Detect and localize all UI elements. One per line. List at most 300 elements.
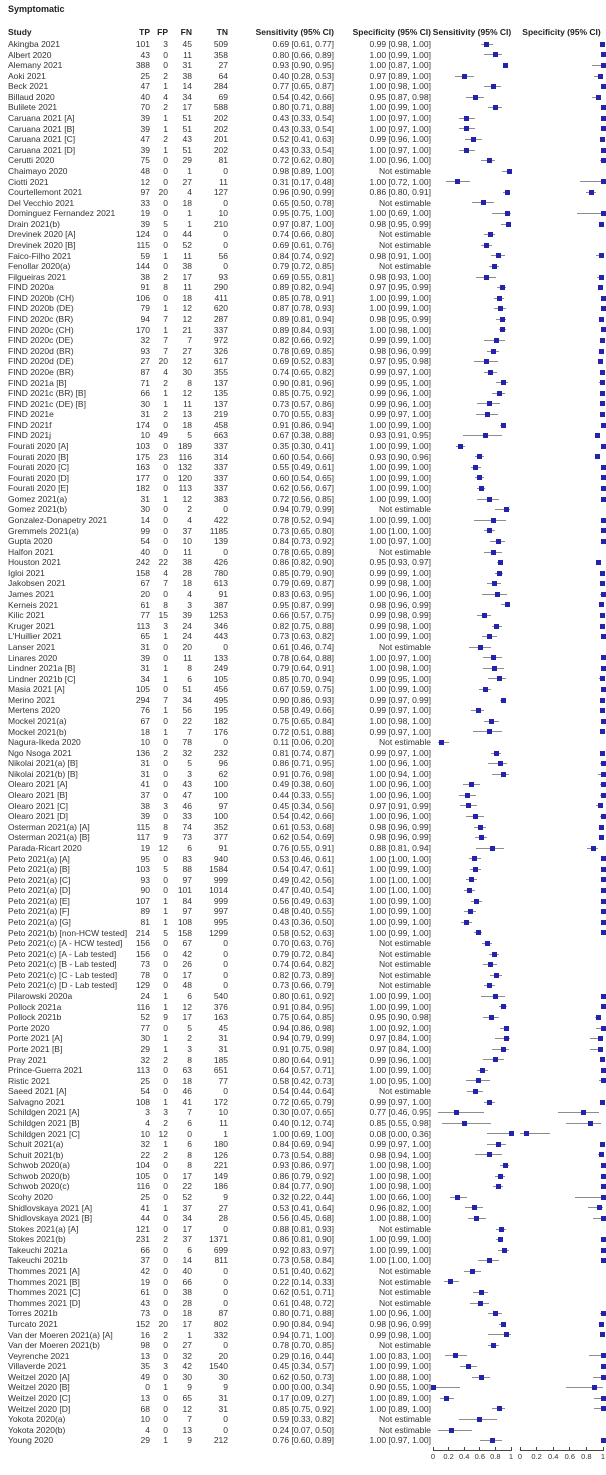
point-estimate-square: [502, 1248, 507, 1253]
tp-value: 73: [140, 1308, 150, 1319]
point-estimate-square: [466, 803, 471, 808]
sensitivity-plot-cell: [433, 177, 511, 188]
sensitivity-ci-text: 0.84 [0.73, 0.92]: [272, 536, 334, 547]
study-name: Pollock 2021b: [8, 1012, 62, 1023]
specificity-plot-cell: [520, 1097, 603, 1108]
study-row: [0, 39, 606, 50]
specificity-plot-cell: [520, 1213, 603, 1224]
sensitivity-ci-text: 0.76 [0.60, 0.89]: [272, 1435, 334, 1446]
study-name: Drevinek 2020 [A]: [8, 229, 76, 240]
fn-value: 0: [187, 1128, 192, 1139]
fp-value: 1: [163, 324, 168, 335]
sensitivity-ci-text: 0.00 [0.00, 0.34]: [272, 1382, 334, 1393]
point-estimate-square: [466, 1364, 471, 1369]
specificity-ci-text: 0.99 [0.95, 1.00]: [369, 377, 431, 388]
tp-value: 81: [140, 916, 150, 927]
study-row: [0, 504, 606, 515]
sensitivity-plot-cell: [433, 790, 511, 801]
study-name: Olearo 2021 [C]: [8, 800, 69, 811]
fn-value: 40: [182, 1266, 192, 1277]
point-estimate-square: [497, 1406, 502, 1411]
fn-value: 38: [182, 557, 192, 568]
tp-value: 79: [140, 303, 150, 314]
tn-value: 1: [223, 1128, 228, 1139]
tp-value: 48: [140, 165, 150, 176]
specificity-plot-cell: [520, 1107, 603, 1118]
fp-value: 0: [163, 768, 168, 779]
point-estimate-square: [601, 793, 606, 798]
ci-line: [577, 213, 603, 214]
tp-value: 31: [140, 758, 150, 769]
tn-value: 1253: [209, 610, 228, 621]
fp-value: 0: [163, 885, 168, 896]
fn-value: 5: [187, 758, 192, 769]
tn-value: 999: [213, 895, 228, 906]
fp-value: 0: [163, 1350, 168, 1361]
study-name: FIND 2021f: [8, 419, 52, 430]
specificity-plot-cell: [520, 198, 603, 209]
study-name: Peto 2021(a) [F]: [8, 906, 70, 917]
sensitivity-plot-cell: [433, 1181, 511, 1192]
study-name: FIND 2021c (DE) [B]: [8, 398, 86, 409]
tp-value: 116: [136, 1181, 150, 1192]
sensitivity-plot-cell: [433, 526, 511, 537]
fn-value: 46: [182, 1086, 192, 1097]
tn-value: 0: [223, 1287, 228, 1298]
point-estimate-square: [588, 1121, 593, 1126]
point-estimate-square: [581, 1110, 586, 1115]
tp-value: 177: [135, 472, 150, 483]
specificity-ci-text: 1.00 [1.00, 1.00]: [369, 1255, 431, 1266]
tp-value: 89: [140, 906, 150, 917]
specificity-plot-cell: [520, 346, 603, 357]
sensitivity-ci-text: 0.67 [0.38, 0.88]: [272, 430, 334, 441]
point-estimate-square: [601, 1184, 606, 1189]
fn-value: 27: [182, 176, 192, 187]
axis-tick: [511, 1447, 512, 1451]
tn-value: 0: [223, 1276, 228, 1287]
point-estimate-square: [601, 1004, 606, 1009]
tn-value: 31: [218, 1403, 228, 1414]
point-estimate-square: [491, 550, 496, 555]
fp-value: 0: [163, 462, 168, 473]
study-row: [0, 1234, 606, 1245]
study-name: FIND 2020d (BR): [8, 345, 74, 356]
sensitivity-plot-cell: [433, 822, 511, 833]
point-estimate-square: [509, 1131, 514, 1136]
specificity-plot-cell: [520, 452, 603, 463]
specificity-ci-text: 1.00 [0.98, 1.00]: [369, 81, 431, 92]
point-estimate-square: [598, 74, 603, 79]
specificity-plot-cell: [520, 92, 603, 103]
study-name: Caruana 2021 [D]: [8, 144, 76, 155]
sensitivity-plot-cell: [433, 494, 511, 505]
specificity-plot-cell: [520, 896, 603, 907]
point-estimate-square: [487, 1152, 492, 1157]
point-estimate-square: [494, 973, 499, 978]
specificity-plot-cell: [520, 229, 603, 240]
point-estimate-square: [504, 1036, 509, 1041]
fp-value: 1: [163, 1033, 168, 1044]
study-name: Fourati 2020 [D]: [8, 472, 69, 483]
ci-line: [566, 1387, 603, 1388]
tn-value: 346: [213, 620, 228, 631]
tn-value: 337: [213, 472, 228, 483]
fp-value: 20: [158, 187, 168, 198]
axis-tick-label: 0.2: [531, 1452, 542, 1461]
fn-value: 1: [187, 218, 192, 229]
study-row: [0, 1055, 606, 1066]
study-row: [0, 229, 606, 240]
point-estimate-square: [505, 190, 510, 195]
point-estimate-square: [601, 782, 606, 787]
point-estimate-square: [501, 698, 506, 703]
fn-value: 3: [187, 599, 192, 610]
point-estimate-square: [600, 1057, 605, 1062]
sensitivity-plot-cell: [433, 1435, 511, 1446]
point-estimate-square: [601, 465, 606, 470]
specificity-ci-text: 1.00 [0.99, 1.00]: [369, 303, 431, 314]
tp-value: 14: [140, 515, 150, 526]
sensitivity-ci-text: 0.89 [0.84, 0.93]: [272, 324, 334, 335]
sensitivity-plot-cell: [433, 1002, 511, 1013]
point-estimate-square: [487, 528, 492, 533]
fp-value: 0: [163, 1065, 168, 1076]
sensitivity-ci-text: 0.91 [0.86, 0.94]: [272, 419, 334, 430]
specificity-ci-text: 0.99 [0.96, 1.00]: [369, 134, 431, 145]
specificity-plot-cell: [520, 1002, 603, 1013]
fn-value: 42: [182, 948, 192, 959]
study-row: [0, 473, 606, 484]
sensitivity-plot-cell: [433, 155, 511, 166]
sensitivity-ci-text: 0.66 [0.57, 0.75]: [272, 610, 334, 621]
sensitivity-ci-text: 0.43 [0.33, 0.54]: [272, 113, 334, 124]
axis-tick-label: 0: [430, 1452, 436, 1461]
point-estimate-square: [600, 338, 605, 343]
study-name: Dominguez Fernandez 2021: [8, 208, 116, 219]
tn-value: 137: [213, 398, 228, 409]
study-name: FIND 2020c (DE): [8, 335, 74, 346]
point-estimate-square: [488, 370, 493, 375]
study-row: [0, 1044, 606, 1055]
tn-value: 202: [213, 144, 228, 155]
sensitivity-ci-text: 0.78 [0.70, 0.85]: [272, 1340, 334, 1351]
tp-value: 10: [140, 1128, 150, 1139]
study-name: Turcato 2021: [8, 1318, 58, 1329]
point-estimate-square: [498, 1174, 503, 1179]
study-name: Igloi 2021: [8, 567, 45, 578]
fn-value: 7: [187, 1414, 192, 1425]
point-estimate-square: [484, 275, 489, 280]
sensitivity-ci-text: 0.72 [0.56, 0.85]: [272, 493, 334, 504]
study-name: Van der Moeren 2021(b): [8, 1340, 100, 1351]
specificity-ci-text: Not estimable: [379, 229, 431, 240]
tn-value: 139: [213, 536, 228, 547]
point-estimate-square: [601, 687, 606, 692]
point-estimate-square: [601, 888, 606, 893]
point-estimate-square: [500, 317, 505, 322]
point-estimate-square: [601, 1396, 606, 1401]
sensitivity-plot-cell: [433, 124, 511, 135]
specificity-ci-text: Not estimable: [379, 1223, 431, 1234]
specificity-plot-cell: [520, 737, 603, 748]
fn-value: 13: [182, 409, 192, 420]
fn-value: 52: [182, 239, 192, 250]
fn-value: 3: [187, 1043, 192, 1054]
tp-value: 65: [140, 631, 150, 642]
fn-value: 38: [182, 70, 192, 81]
tp-value: 115: [136, 239, 150, 250]
point-estimate-square: [601, 1406, 606, 1411]
tn-value: 0: [223, 546, 228, 557]
sensitivity-plot-cell: [433, 547, 511, 558]
point-estimate-square: [600, 676, 605, 681]
specificity-ci-text: 0.97 [0.89, 1.00]: [369, 70, 431, 81]
tn-value: 780: [213, 567, 228, 578]
point-estimate-square: [493, 1057, 498, 1062]
study-row: [0, 240, 606, 251]
sensitivity-ci-text: 0.73 [0.63, 0.82]: [272, 631, 334, 642]
sensitivity-plot-cell: [433, 631, 511, 642]
specificity-ci-text: 1.00 [0.72, 1.00]: [369, 176, 431, 187]
fn-value: 8: [187, 663, 192, 674]
sensitivity-ci-text: 0.52 [0.41, 0.63]: [272, 134, 334, 145]
sensitivity-plot-cell: [433, 420, 511, 431]
sensitivity-plot-cell: [433, 1266, 511, 1277]
point-estimate-square: [503, 63, 508, 68]
specificity-ci-text: 1.00 [0.99, 1.00]: [369, 906, 431, 917]
tp-value: 71: [140, 377, 150, 388]
fn-value: 158: [177, 927, 192, 938]
fp-value: 0: [163, 197, 168, 208]
study-row: [0, 642, 606, 653]
study-name: Filgueiras 2021: [8, 271, 67, 282]
fp-value: 49: [158, 430, 168, 441]
point-estimate-square: [472, 1205, 477, 1210]
fn-value: 97: [182, 906, 192, 917]
fp-value: 0: [163, 1086, 168, 1097]
point-estimate-square: [483, 687, 488, 692]
point-estimate-square: [601, 1237, 606, 1242]
study-row: [0, 388, 606, 399]
fp-value: 1: [163, 1001, 168, 1012]
sensitivity-plot-cell: [433, 1414, 511, 1425]
specificity-ci-text: 0.98 [0.96, 0.99]: [369, 1318, 431, 1329]
specificity-plot-cell: [520, 1139, 603, 1150]
fn-value: 18: [182, 197, 192, 208]
fp-value: 23: [158, 451, 168, 462]
sensitivity-plot-cell: [433, 578, 511, 589]
study-name: Thommes 2021 [A]: [8, 1266, 80, 1277]
specificity-ci-text: 1.00 [0.96, 1.00]: [369, 779, 431, 790]
sensitivity-ci-text: 0.91 [0.84, 0.95]: [272, 1001, 334, 1012]
fn-value: 9: [187, 1435, 192, 1446]
ci-line: [492, 1049, 510, 1050]
specificity-ci-text: 0.99 [0.97, 1.00]: [369, 409, 431, 420]
specificity-ci-text: 0.99 [0.99, 1.00]: [369, 567, 431, 578]
study-name: Mockel 2021(b): [8, 726, 67, 737]
fp-value: 0: [163, 1287, 168, 1298]
header-study: Study: [8, 27, 32, 37]
fn-value: 24: [182, 631, 192, 642]
specificity-ci-text: 0.99 [0.96, 1.00]: [369, 398, 431, 409]
tp-value: 87: [140, 366, 150, 377]
tp-value: 156: [135, 948, 150, 959]
specificity-plot-cell: [520, 325, 603, 336]
specificity-ci-text: 1.00 [0.87, 1.00]: [369, 60, 431, 71]
fp-value: 0: [163, 239, 168, 250]
tn-value: 0: [223, 229, 228, 240]
ci-line: [474, 520, 507, 521]
sensitivity-ci-text: 0.73 [0.54, 0.88]: [272, 1149, 334, 1160]
study-row: [0, 134, 606, 145]
specificity-plot-cell: [520, 1065, 603, 1076]
fn-value: 14: [182, 81, 192, 92]
specificity-plot-cell: [520, 526, 603, 537]
specificity-plot-cell: [520, 240, 603, 251]
fp-value: 1: [163, 895, 168, 906]
axis-tick: [603, 1447, 604, 1451]
fn-value: 17: [182, 102, 192, 113]
tn-value: 337: [213, 462, 228, 473]
study-row: [0, 251, 606, 262]
tn-value: 332: [213, 1329, 228, 1340]
sensitivity-plot-cell: [433, 388, 511, 399]
point-estimate-square: [464, 116, 469, 121]
fp-value: 0: [163, 589, 168, 600]
fp-value: 5: [163, 218, 168, 229]
study-name: Peto 2021(a) [A]: [8, 853, 70, 864]
sensitivity-plot-cell: [433, 293, 511, 304]
fn-value: 6: [187, 991, 192, 1002]
fp-value: 1: [163, 1096, 168, 1107]
study-row: [0, 1277, 606, 1288]
point-estimate-square: [524, 1131, 529, 1136]
fn-value: 12: [182, 493, 192, 504]
point-estimate-square: [601, 84, 606, 89]
specificity-ci-text: 1.00 [0.83, 1.00]: [369, 1350, 431, 1361]
specificity-ci-text: 0.98 [0.96, 0.99]: [369, 599, 431, 610]
tn-value: 0: [223, 165, 228, 176]
fp-value: 22: [158, 557, 168, 568]
tn-value: 811: [214, 1255, 228, 1266]
fn-value: 44: [182, 229, 192, 240]
ci-line: [438, 1430, 472, 1431]
study-name: Gupta 2020: [8, 536, 53, 547]
specificity-plot-cell: [520, 695, 603, 706]
sensitivity-ci-text: 0.72 [0.62, 0.80]: [272, 155, 334, 166]
specificity-ci-text: 1.00 [0.99, 1.00]: [369, 472, 431, 483]
fp-value: 0: [163, 60, 168, 71]
fp-value: 0: [163, 716, 168, 726]
point-estimate-square: [478, 645, 483, 650]
fn-value: 43: [182, 134, 192, 145]
sensitivity-ci-text: 0.82 [0.66, 0.92]: [272, 335, 334, 346]
specificity-plot-cell: [520, 716, 603, 727]
fp-value: 1: [163, 144, 168, 155]
fp-value: 0: [163, 652, 168, 663]
specificity-plot-cell: [520, 1414, 603, 1425]
tn-value: 91: [218, 842, 228, 853]
sensitivity-plot-cell: [433, 282, 511, 293]
specificity-plot-cell: [520, 1150, 603, 1161]
specificity-ci-text: 0.93 [0.90, 0.96]: [369, 451, 431, 462]
point-estimate-square: [479, 1375, 484, 1380]
tn-value: 221: [213, 1160, 228, 1171]
fn-value: 51: [182, 123, 192, 134]
tn-value: 0: [223, 197, 228, 208]
specificity-plot-cell: [520, 399, 603, 410]
study-name: Chaimayo 2020: [8, 165, 68, 176]
specificity-ci-text: 1.00 [0.99, 1.00]: [369, 1244, 431, 1255]
sensitivity-ci-text: 0.80 [0.66, 0.89]: [272, 49, 334, 60]
point-estimate-square: [495, 592, 500, 597]
point-estimate-square: [601, 126, 606, 131]
tn-value: 133: [213, 652, 228, 663]
study-name: Linares 2020: [8, 652, 58, 663]
fn-value: 7: [187, 335, 192, 346]
fp-value: 2: [163, 1054, 168, 1065]
study-row: [0, 1382, 606, 1393]
study-row: [0, 1425, 606, 1436]
point-estimate-square: [493, 105, 498, 110]
study-name: FIND 2020e (BR): [8, 366, 74, 377]
point-estimate-square: [497, 571, 502, 576]
specificity-plot-cell: [520, 1192, 603, 1203]
specificity-ci-text: 1.00 [0.99, 1.00]: [369, 631, 431, 642]
point-estimate-square: [599, 275, 604, 280]
specificity-ci-text: 0.99 [0.95, 1.00]: [369, 673, 431, 684]
tp-value: 66: [140, 1244, 150, 1255]
sensitivity-plot-cell: [433, 71, 511, 82]
sensitivity-ci-text: 0.85 [0.75, 0.92]: [272, 1403, 334, 1414]
fn-value: 4: [187, 589, 192, 600]
fn-value: 18: [182, 1075, 192, 1086]
fp-value: 8: [163, 599, 168, 610]
fp-value: 1: [163, 250, 168, 261]
study-name: Akingba 2021: [8, 39, 60, 49]
specificity-ci-text: 0.88 [0.81, 0.94]: [369, 842, 431, 853]
fp-value: 2: [163, 271, 168, 282]
sensitivity-plot-cell: [433, 758, 511, 769]
sensitivity-plot-cell: [433, 621, 511, 632]
tn-value: 202: [213, 113, 228, 124]
fn-value: 11: [183, 546, 192, 557]
sensitivity-ci-text: 0.43 [0.33, 0.54]: [272, 123, 334, 134]
point-estimate-square: [491, 349, 496, 354]
sensitivity-ci-text: 0.79 [0.72, 0.85]: [272, 261, 334, 272]
sensitivity-ci-text: 0.98 [0.89, 1.00]: [272, 165, 334, 176]
fp-value: 1: [163, 673, 168, 684]
study-row: [0, 790, 606, 801]
specificity-plot-cell: [520, 314, 603, 325]
specificity-ci-text: 0.98 [0.96, 0.99]: [369, 821, 431, 832]
specificity-plot-cell: [520, 102, 603, 113]
point-estimate-square: [468, 909, 473, 914]
study-name: Peto 2021(c) [D - Lab tested]: [8, 980, 118, 991]
specificity-ci-text: Not estimable: [379, 959, 431, 970]
specificity-ci-text: 1.00 [0.98, 1.00]: [369, 663, 431, 674]
sensitivity-plot-cell: [433, 1107, 511, 1118]
point-estimate-square: [601, 528, 606, 533]
tn-value: 27: [218, 60, 228, 71]
tn-value: 355: [213, 366, 228, 377]
fn-value: 11: [183, 652, 192, 663]
study-row: [0, 1308, 606, 1319]
sensitivity-ci-text: 0.80 [0.71, 0.88]: [272, 1308, 334, 1319]
sensitivity-plot-cell: [433, 208, 511, 219]
sensitivity-plot-cell: [433, 832, 511, 843]
